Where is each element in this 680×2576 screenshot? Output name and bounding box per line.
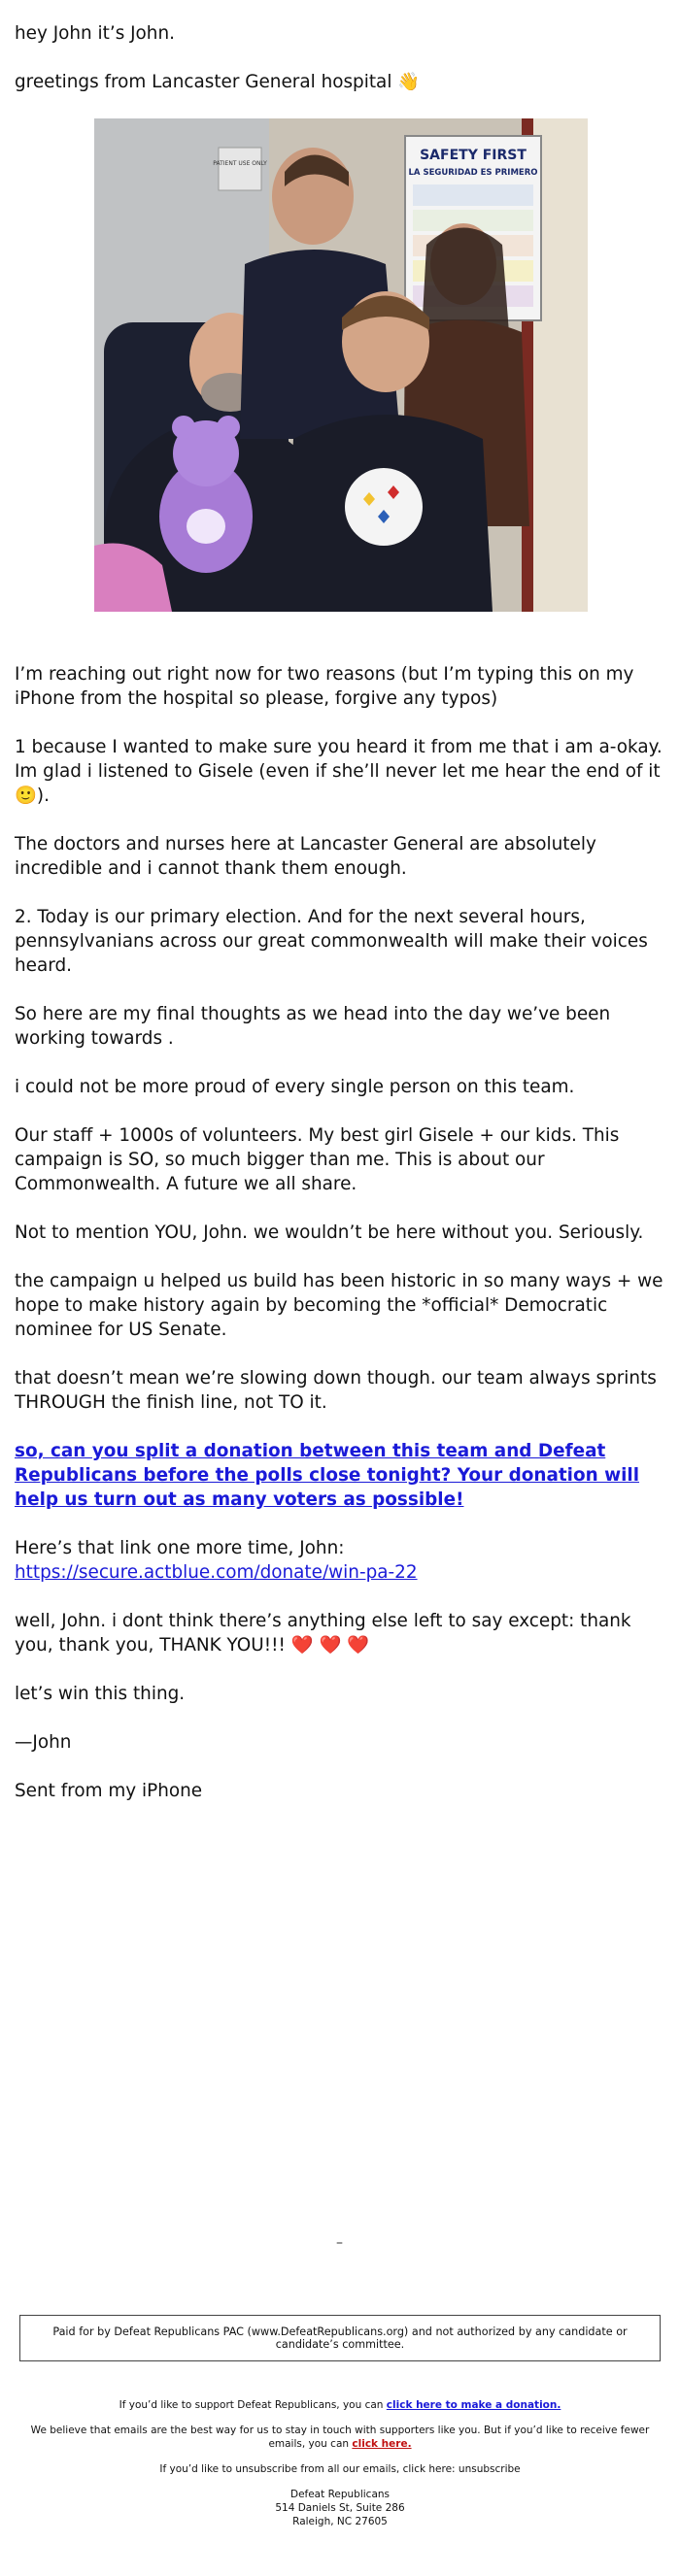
photo-steelers-logo bbox=[345, 468, 423, 546]
greetings-text: greetings from Lancaster General hospital bbox=[15, 72, 392, 92]
paragraph-doctors: The doctors and nurses here at Lancaster General are absolutely incredible and i cannot thank them enough. bbox=[15, 834, 596, 879]
photo-small-sign bbox=[219, 148, 261, 190]
thanks-text: well, John. i dont think there’s anything else left to say except: thank you, thank you, THANK YOU!!! bbox=[15, 1611, 631, 1656]
footer-fewer-emails-link[interactable]: click here. bbox=[352, 2438, 412, 2450]
small-sign-text: PATIENT USE ONLY bbox=[213, 160, 267, 167]
footer-address-line1: 514 Daniels St, Suite 286 bbox=[275, 2502, 405, 2514]
footer-emails bbox=[19, 2424, 661, 2451]
footer-donation-link[interactable]: click here to make a donation. bbox=[386, 2399, 561, 2411]
paragraph-okay-text: 1 because I wanted to make sure you heard it from me that i am a-okay. Im glad i listened to Gisele (even if she’ll never let me hear the end of it bbox=[15, 737, 663, 782]
link-paragraph bbox=[15, 1536, 667, 1585]
divider-dash: – bbox=[336, 2235, 343, 2251]
email-footer bbox=[19, 2398, 661, 2528]
donation-url-link[interactable]: https://secure.actblue.com/donate/win-pa-22 bbox=[15, 1562, 418, 1583]
paragraph-primary: 2. Today is our primary election. And for the next several hours, pennsylvanians across our great commonwealth will make their voices heard. bbox=[15, 907, 648, 976]
signoff: —John bbox=[15, 1732, 72, 1753]
sign-row-1 bbox=[413, 184, 533, 206]
greeting: hey John it’s John. bbox=[15, 23, 175, 44]
sent-from: Sent from my iPhone bbox=[15, 1781, 203, 1801]
footer-unsubscribe-text[interactable]: If you’d like to unsubscribe from all our emails, click here: unsubscribe bbox=[159, 2463, 521, 2475]
paragraph-proud: i could not be more proud of every single person on this team. bbox=[15, 1077, 575, 1097]
greetings-line bbox=[15, 70, 667, 94]
paragraph-historic: the campaign u helped us build has been historic in so many ways + we hope to make history again by becoming the *official* Democratic nominee for US Senate. bbox=[15, 1271, 663, 1340]
footer-support-text: If you’d like to support Defeat Republicans, you can bbox=[119, 2399, 384, 2411]
footer-org-name: Defeat Republicans bbox=[289, 2489, 391, 2500]
footer-support bbox=[19, 2398, 661, 2412]
sign-subtitle: LA SEGURIDAD ES PRIMERO bbox=[408, 168, 538, 178]
disclaimer-text: Paid for by Defeat Republicans PAC (www.DefeatRepublicans.org) and not authorized by any candidate or candidate’s committee. bbox=[52, 2325, 628, 2351]
wave-emoji-icon: 👋 bbox=[397, 72, 421, 92]
cta-paragraph bbox=[15, 1439, 667, 1512]
paragraph-staff: Our staff + 1000s of volunteers. My best girl Gisele + our kids. This campaign is SO, so much bigger than me. This is about our Commonwealth. A future we all share. bbox=[15, 1125, 620, 1194]
email-body bbox=[15, 21, 667, 1827]
paragraph-final-thoughts: So here are my final thoughts as we head into the day we’ve been working towards . bbox=[15, 1004, 611, 1049]
paragraph-okay-end: ). bbox=[36, 786, 50, 806]
paragraph-reasons: I’m reaching out right now for two reasons (but I’m typing this on my iPhone from the hospital so please, forgive any typos) bbox=[15, 664, 634, 709]
lets-win: let’s win this thing. bbox=[15, 1684, 186, 1704]
hospital-family-photo bbox=[94, 118, 588, 612]
photo-container bbox=[15, 118, 667, 612]
footer-emails-text: We believe that emails are the best way for us to stay in touch with supporters like you. But if you’d like to receive fewer emails, you can bbox=[30, 2425, 650, 2450]
paid-for-disclaimer bbox=[19, 2315, 661, 2361]
donation-cta-link[interactable]: so, can you split a donation between this team and Defeat Republicans before the polls close tonight? Your donation will help us turn out as many voters as possible! bbox=[15, 1441, 640, 1510]
smile-emoji-icon: 🙂 bbox=[15, 786, 37, 806]
paragraph-sprint: that doesn’t mean we’re slowing down though. our team always sprints THROUGH the finish line, not TO it. bbox=[15, 1368, 657, 1413]
sign-title: SAFETY FIRST bbox=[420, 148, 527, 163]
footer-unsubscribe[interactable] bbox=[19, 2462, 661, 2476]
footer-address-line2: Raleigh, NC 27605 bbox=[292, 2516, 388, 2527]
paragraph-you: Not to mention YOU, John. we wouldn’t be here without you. Seriously. bbox=[15, 1222, 644, 1243]
footer-address bbox=[19, 2488, 661, 2528]
link-intro: Here’s that link one more time, John: bbox=[15, 1538, 345, 1558]
paragraph-okay bbox=[15, 735, 667, 808]
hearts-icon: ❤️ ❤️ ❤️ bbox=[290, 1635, 370, 1656]
thanks-paragraph bbox=[15, 1609, 667, 1657]
